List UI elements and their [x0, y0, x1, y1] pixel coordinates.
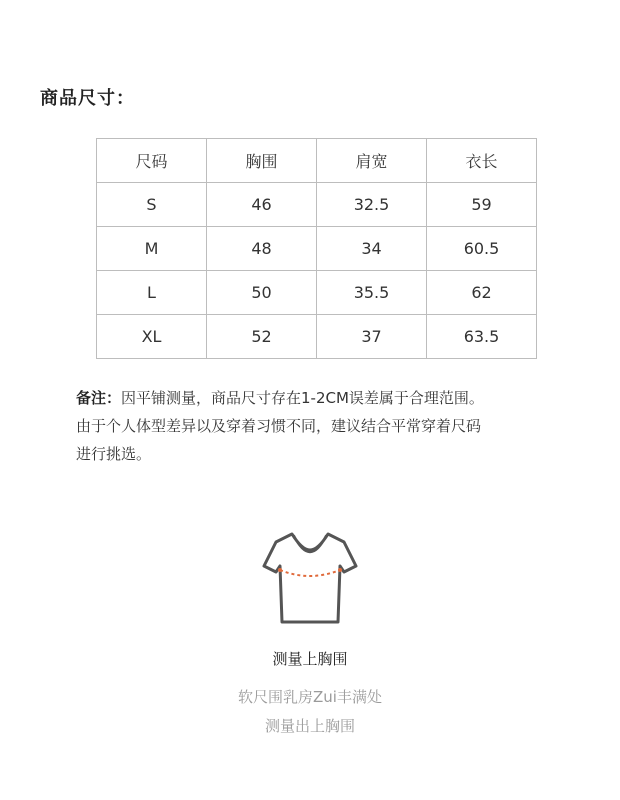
table-cell: 35.5	[317, 271, 427, 315]
table-row	[97, 227, 537, 271]
table-cell: 48	[207, 227, 317, 271]
measure-desc-line-1: 软尺围乳房Zui丰满处	[238, 688, 382, 706]
table-row	[97, 315, 537, 359]
table-cell: 32.5	[317, 183, 427, 227]
table-cell: L	[97, 271, 207, 315]
table-row	[97, 183, 537, 227]
measure-desc-line-2: 测量出上胸围	[264, 717, 355, 735]
note-block	[76, 384, 566, 468]
note-line-1	[76, 384, 566, 412]
table-cell: 37	[317, 315, 427, 359]
section-title: 商品尺寸：	[40, 88, 135, 109]
note-line-2: 由于个人体型差异以及穿着习惯不同，建议结合平常穿着尺码	[76, 417, 482, 435]
note-line-3: 进行挑选。	[76, 445, 152, 463]
table-row	[97, 271, 537, 315]
table-cell: 59	[427, 183, 537, 227]
table-cell: 46	[207, 183, 317, 227]
size-table	[96, 138, 537, 359]
table-header-row	[97, 139, 537, 183]
table-cell: 60.5	[427, 227, 537, 271]
header-shoulder: 肩宽	[317, 139, 427, 183]
note-label: 备注：	[76, 389, 122, 407]
table-cell: XL	[97, 315, 207, 359]
table-cell: S	[97, 183, 207, 227]
tshirt-chest-measure-icon	[258, 528, 362, 628]
header-length: 衣长	[427, 139, 537, 183]
note-text-1: 因平铺测量，商品尺寸存在1-2CM误差属于合理范围。	[121, 389, 484, 407]
table-cell: 63.5	[427, 315, 537, 359]
measure-title: 测量上胸围	[272, 650, 348, 668]
table-cell: 34	[317, 227, 427, 271]
table-cell: 52	[207, 315, 317, 359]
header-chest: 胸围	[207, 139, 317, 183]
table-cell: 62	[427, 271, 537, 315]
table-cell: 50	[207, 271, 317, 315]
table-cell: M	[97, 227, 207, 271]
header-size: 尺码	[97, 139, 207, 183]
